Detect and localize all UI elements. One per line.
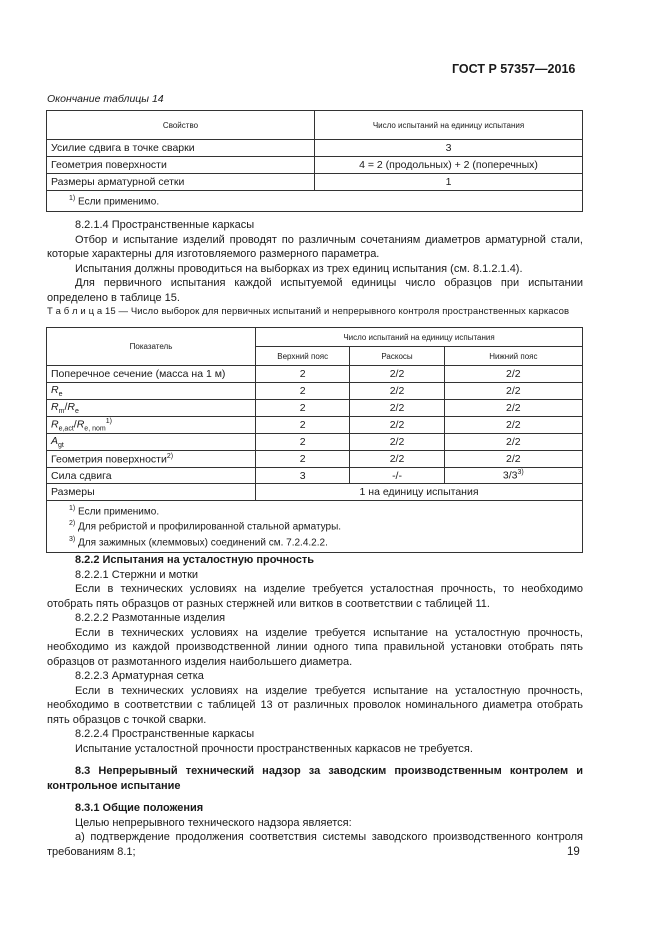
paragraph: Испытания должны проводиться на выборках из трех единиц испытания (см. 8.1.2.1.4). xyxy=(75,262,523,275)
table15-cell: 2 xyxy=(256,366,350,383)
table15-subheader-upper: Верхний пояс xyxy=(256,347,350,366)
paragraph: Отбор и испытание изделий проводят по различным сочетаниям диаметров арматурной стали, которые характерны для изготовляемого размерного параметра. xyxy=(47,233,583,260)
section-title: 8.2.2 Испытания на усталостную прочность xyxy=(75,554,315,566)
subsection-title: 8.3.1 Общие положения xyxy=(75,802,204,814)
subsection-title: 8.2.2.4 Пространственные каркасы xyxy=(75,728,255,740)
table15-header-group: Число испытаний на единицу испытания xyxy=(256,328,583,347)
paragraph: Если в технических условиях на изделие требуется испытание на усталостную прочность, необходимо из каждой производственной линии одного типа правильной установки отобрать пять образцов от размотанного изделия наибольшего диаметра. xyxy=(47,626,583,668)
table15-cell: 2/2 xyxy=(350,416,444,434)
table15-cell: 3/3$^{3)}$ xyxy=(444,467,582,484)
table14-cell: 4 = 2 (продольных) + 2 (поперечных) xyxy=(315,157,583,174)
subsection-title: 8.2.2.1 Стержни и мотки xyxy=(75,568,199,581)
footnote: $^{3)}$ Для зажимных (клеммовых) соединений см. 7.2.4.2.2. xyxy=(69,535,328,548)
table14-cell: 3 xyxy=(315,140,583,157)
table14-header-property: Свойство xyxy=(47,111,315,140)
table15-cell: 3 xyxy=(256,467,350,484)
table-row xyxy=(47,416,583,434)
paragraph: Если в технических условиях на изделие требуется усталостная прочность, то необходимо отобрать пять образцов от разных стержней или витков в соответствии с таблицей 11. xyxy=(47,583,583,610)
table-row xyxy=(47,382,583,399)
table15-subheader-lower: Нижний пояс xyxy=(444,347,582,366)
table15-cell: 2/2 xyxy=(444,382,582,399)
paragraph: Целью непрерывного технического надзора является: xyxy=(75,816,352,829)
page-number: 19 xyxy=(567,846,580,858)
table-row xyxy=(47,174,583,191)
subsection-title: 8.2.2.2 Размотанные изделия xyxy=(75,612,226,624)
row-label: Сила сдвига xyxy=(47,467,256,484)
table-row xyxy=(47,451,583,468)
row-label: Поперечное сечение (масса на 1 м) xyxy=(47,366,256,383)
section-8-2-1-4 xyxy=(47,218,583,305)
table15-cell: 2 xyxy=(256,399,350,416)
table15-cell: 2/2 xyxy=(444,399,582,416)
table14-cell: Усилие сдвига в точке сварки xyxy=(47,140,315,157)
table15-cell: 2/2 xyxy=(444,434,582,451)
subsection-title: 8.2.2.3 Арматурная сетка xyxy=(75,670,204,682)
table15-caption: Т а б л и ц а 15 — Число выборок для первичных испытаний и непрерывного контроля пространственных каркасов xyxy=(47,306,570,317)
table15-cell: 1 на единицу испытания xyxy=(256,484,583,501)
table15-cell: 2/2 xyxy=(444,366,582,383)
table-row xyxy=(47,484,583,501)
section-title: 8.3 Непрерывный технический надзор за заводским производственным контролем и контрольное испытание xyxy=(47,765,583,792)
table15-subheader-braces: Раскосы xyxy=(350,347,444,366)
table-row xyxy=(47,434,583,451)
table15-cell: 2/2 xyxy=(350,399,444,416)
paragraph: Для первичного испытания каждой испытуемой единицы число образцов при испытании определено в таблице 15. xyxy=(47,277,583,304)
table14-header-count: Число испытаний на единицу испытания xyxy=(315,111,583,140)
row-label: $R_{e,act}/R_{e, nom}^{1)}$ xyxy=(47,416,256,434)
section-8-2-2-and-8-3 xyxy=(47,553,583,859)
table-row xyxy=(47,467,583,484)
list-item: а) подтверждение продолжения соответствия системы заводского производственного контроля требованиям 8.1; xyxy=(47,831,583,858)
row-label: Размеры xyxy=(47,484,256,501)
table14-cell: Геометрия поверхности xyxy=(47,157,315,174)
table15-cell: 2/2 xyxy=(350,382,444,399)
table15-cell: 2/2 xyxy=(444,451,582,468)
table14-caption: Окончание таблицы 14 xyxy=(47,93,164,105)
table14-cell: Размеры арматурной сетки xyxy=(47,174,315,191)
table15-cell: -/- xyxy=(350,467,444,484)
table-row xyxy=(47,399,583,416)
table15-cell: 2 xyxy=(256,434,350,451)
row-label: $R_m/R_e$ xyxy=(47,399,256,416)
row-label: Геометрия поверхности$^{2)}$ xyxy=(47,451,256,468)
table15-cell: 2/2 xyxy=(350,366,444,383)
row-label: $A_{gt}$ xyxy=(47,434,256,451)
table-row xyxy=(47,140,583,157)
footnote-text: Если применимо. xyxy=(78,196,160,208)
footnote: $^{1)}$ Если применимо. xyxy=(69,504,160,518)
paragraph: Если в технических условиях на изделие требуется испытание на усталостную прочность, необходимо в соответствии с таблицей 13 от различных проволок номинального диаметра отобрать пять образцов с точкой сварки. xyxy=(47,684,583,726)
table15-header-indicator: Показатель xyxy=(47,328,256,366)
table15-cell: 2/2 xyxy=(350,451,444,468)
row-label: $R_e$ xyxy=(47,382,256,399)
table14-footnote xyxy=(47,191,583,212)
table15-cell: 2 xyxy=(256,382,350,399)
paragraph: Испытание усталостной прочности пространственных каркасов не требуется. xyxy=(75,742,473,755)
table15-footnotes xyxy=(47,500,583,552)
table15-cell: 2 xyxy=(256,416,350,434)
table15-cell: 2/2 xyxy=(444,416,582,434)
table-row xyxy=(47,366,583,383)
table-15 xyxy=(46,327,583,553)
table15-cell: 2 xyxy=(256,451,350,468)
table15-cell: 2/2 xyxy=(350,434,444,451)
table14-cell: 1 xyxy=(315,174,583,191)
footnote: $^{2)}$ Для ребристой и профилированной стальной арматуры. xyxy=(69,520,342,533)
table-14 xyxy=(46,110,583,212)
standard-number: ГОСТ Р 57357—2016 xyxy=(452,62,576,76)
table-row xyxy=(47,157,583,174)
section-title: 8.2.1.4 Пространственные каркасы xyxy=(75,219,255,231)
footnote-mark: 1) xyxy=(69,195,76,202)
